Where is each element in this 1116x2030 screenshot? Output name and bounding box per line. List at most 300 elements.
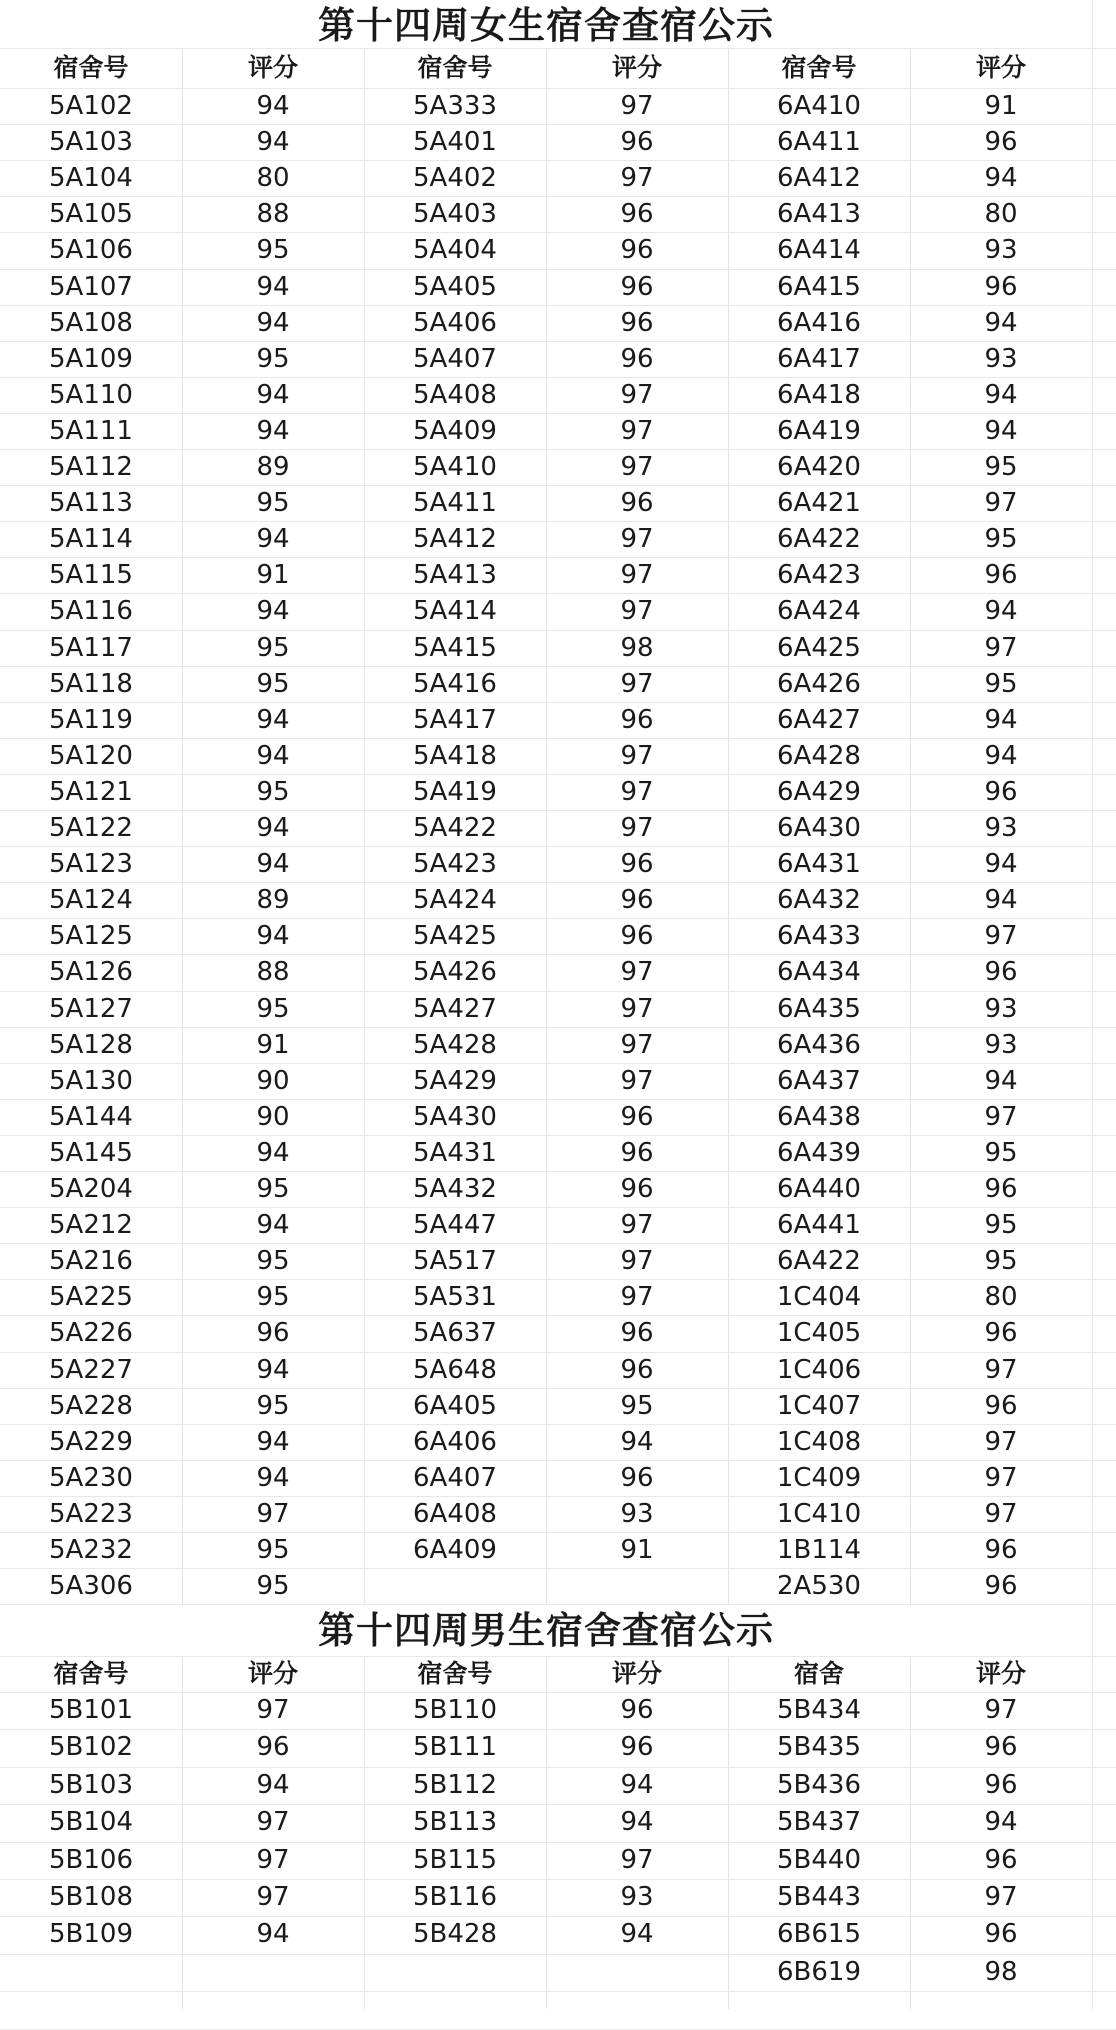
dorm-number-cell[interactable]: 6A417 bbox=[777, 343, 861, 374]
dorm-number-cell[interactable]: 5A216 bbox=[49, 1246, 133, 1277]
score-cell[interactable]: 97 bbox=[984, 1695, 1018, 1725]
score-cell[interactable]: 97 bbox=[620, 524, 654, 555]
score-cell[interactable]: 94 bbox=[620, 1919, 654, 1950]
score-cell[interactable]: 94 bbox=[984, 849, 1018, 880]
score-cell[interactable]: 96 bbox=[256, 1318, 290, 1349]
dorm-number-cell[interactable]: 5A106 bbox=[49, 235, 133, 266]
dorm-number-cell[interactable]: 5A637 bbox=[413, 1318, 497, 1349]
dorm-number-cell[interactable]: 5A226 bbox=[49, 1318, 133, 1349]
score-cell[interactable]: 90 bbox=[256, 1065, 290, 1096]
score-cell[interactable]: 80 bbox=[984, 199, 1018, 230]
dorm-number-cell[interactable]: 6A429 bbox=[777, 776, 861, 807]
score-cell[interactable]: 94 bbox=[256, 524, 290, 555]
score-cell[interactable]: 97 bbox=[620, 1065, 654, 1096]
score-cell[interactable]: 94 bbox=[256, 271, 290, 302]
score-cell[interactable]: 97 bbox=[620, 776, 654, 807]
dorm-number-cell[interactable] bbox=[364, 1568, 546, 1604]
score-cell[interactable]: 95 bbox=[984, 1210, 1018, 1241]
score-cell[interactable]: 94 bbox=[256, 740, 290, 771]
dorm-number-cell[interactable]: 6A409 bbox=[413, 1535, 497, 1565]
score-cell[interactable]: 98 bbox=[620, 632, 654, 663]
score-cell[interactable]: 96 bbox=[620, 1137, 654, 1168]
score-cell[interactable]: 94 bbox=[256, 921, 290, 952]
score-cell[interactable]: 94 bbox=[256, 704, 290, 735]
dorm-number-cell[interactable]: 5B115 bbox=[412, 1844, 497, 1875]
score-cell[interactable]: 95 bbox=[256, 632, 290, 663]
dorm-number-cell[interactable]: 6A419 bbox=[777, 415, 861, 446]
score-cell[interactable]: 97 bbox=[984, 921, 1018, 952]
dorm-number-cell[interactable]: 5A427 bbox=[413, 993, 497, 1024]
score-cell[interactable]: 93 bbox=[620, 1882, 654, 1912]
score-cell[interactable]: 97 bbox=[620, 379, 654, 410]
dorm-number-cell[interactable]: 5A105 bbox=[49, 199, 133, 230]
score-cell[interactable]: 96 bbox=[984, 560, 1018, 591]
score-cell[interactable]: 96 bbox=[620, 307, 654, 338]
score-cell[interactable]: 97 bbox=[620, 957, 654, 988]
score-cell[interactable]: 96 bbox=[984, 1844, 1018, 1875]
dorm-number-cell[interactable]: 5A409 bbox=[413, 415, 497, 446]
dorm-number-cell[interactable]: 6A438 bbox=[777, 1101, 861, 1132]
dorm-number-cell[interactable]: 5A407 bbox=[413, 343, 497, 374]
dorm-number-cell[interactable]: 5A118 bbox=[49, 668, 133, 699]
dorm-number-cell[interactable]: 6A435 bbox=[777, 993, 861, 1024]
dorm-number-cell[interactable]: 5A127 bbox=[49, 993, 133, 1024]
dorm-number-cell[interactable]: 6A433 bbox=[777, 921, 861, 952]
score-cell[interactable]: 91 bbox=[620, 1535, 654, 1565]
score-cell[interactable]: 96 bbox=[620, 271, 654, 302]
score-cell[interactable]: 80 bbox=[984, 1282, 1018, 1313]
dorm-number-cell[interactable]: 5A128 bbox=[49, 1029, 133, 1060]
score-cell[interactable]: 96 bbox=[620, 1174, 654, 1204]
dorm-number-cell[interactable]: 5B436 bbox=[776, 1769, 861, 1800]
score-cell[interactable]: 95 bbox=[256, 993, 290, 1024]
score-cell[interactable] bbox=[182, 1954, 364, 1991]
dorm-number-cell[interactable]: 6A423 bbox=[777, 560, 861, 591]
dorm-number-cell[interactable]: 5A113 bbox=[49, 488, 133, 519]
score-cell[interactable]: 95 bbox=[256, 488, 290, 519]
score-cell[interactable]: 96 bbox=[620, 885, 654, 916]
dorm-number-cell[interactable]: 5B110 bbox=[412, 1695, 497, 1725]
score-cell[interactable]: 89 bbox=[256, 452, 290, 482]
dorm-number-cell[interactable]: 1B114 bbox=[776, 1535, 861, 1565]
dorm-number-cell[interactable]: 5A412 bbox=[413, 524, 497, 555]
dorm-number-cell[interactable]: 6A406 bbox=[413, 1426, 497, 1457]
score-cell[interactable]: 95 bbox=[256, 776, 290, 807]
dorm-number-cell[interactable]: 6A420 bbox=[777, 452, 861, 482]
score-cell[interactable]: 94 bbox=[256, 1919, 290, 1950]
score-cell[interactable]: 96 bbox=[620, 343, 654, 374]
dorm-number-cell[interactable]: 5B109 bbox=[48, 1919, 133, 1950]
dorm-number-cell[interactable]: 5A122 bbox=[49, 813, 133, 843]
dorm-number-cell[interactable]: 5B437 bbox=[776, 1807, 861, 1838]
dorm-number-cell[interactable]: 5B113 bbox=[412, 1807, 497, 1838]
dorm-number-cell[interactable]: 6A431 bbox=[777, 849, 861, 880]
score-cell[interactable]: 97 bbox=[620, 1282, 654, 1313]
dorm-number-cell[interactable]: 6A425 bbox=[777, 632, 861, 663]
score-cell[interactable]: 97 bbox=[620, 668, 654, 699]
dorm-number-cell[interactable]: 5B435 bbox=[776, 1732, 861, 1763]
score-cell[interactable]: 95 bbox=[256, 1282, 290, 1313]
dorm-number-cell[interactable]: 6A436 bbox=[777, 1029, 861, 1060]
score-cell[interactable]: 94 bbox=[620, 1769, 654, 1800]
score-cell[interactable]: 94 bbox=[256, 849, 290, 880]
dorm-number-cell[interactable]: 5A430 bbox=[413, 1101, 497, 1132]
dorm-number-cell[interactable]: 6A424 bbox=[777, 596, 861, 627]
score-cell[interactable]: 94 bbox=[256, 379, 290, 410]
score-cell[interactable]: 96 bbox=[984, 1318, 1018, 1349]
score-cell[interactable]: 95 bbox=[984, 1246, 1018, 1277]
dorm-number-cell[interactable]: 6A411 bbox=[777, 127, 861, 158]
score-cell[interactable]: 93 bbox=[984, 343, 1018, 374]
column-header[interactable]: 评分 bbox=[975, 1659, 1026, 1688]
dorm-number-cell[interactable]: 5B443 bbox=[776, 1882, 861, 1912]
score-cell[interactable]: 98 bbox=[984, 1956, 1018, 1987]
score-cell[interactable]: 96 bbox=[984, 957, 1018, 988]
score-cell[interactable]: 96 bbox=[620, 199, 654, 230]
score-cell[interactable]: 95 bbox=[984, 668, 1018, 699]
score-cell[interactable]: 97 bbox=[620, 1029, 654, 1060]
dorm-number-cell[interactable]: 6A416 bbox=[777, 307, 861, 338]
dorm-number-cell[interactable]: 5B116 bbox=[412, 1882, 497, 1912]
dorm-number-cell[interactable]: 5A126 bbox=[49, 957, 133, 988]
dorm-number-cell[interactable]: 5A228 bbox=[49, 1390, 133, 1421]
dorm-number-cell[interactable]: 5B103 bbox=[48, 1769, 133, 1800]
dorm-number-cell[interactable]: 6B615 bbox=[776, 1919, 861, 1950]
dorm-number-cell[interactable]: 6A421 bbox=[777, 488, 861, 519]
dorm-number-cell[interactable]: 5A225 bbox=[49, 1282, 133, 1313]
dorm-number-cell[interactable]: 5A422 bbox=[413, 813, 497, 843]
score-cell[interactable]: 94 bbox=[984, 163, 1018, 194]
dorm-number-cell[interactable]: 5A212 bbox=[49, 1210, 133, 1241]
dorm-number-cell[interactable]: 5B106 bbox=[48, 1844, 133, 1875]
dorm-number-cell[interactable]: 6A427 bbox=[777, 704, 861, 735]
score-cell[interactable]: 96 bbox=[984, 1919, 1018, 1950]
score-cell[interactable]: 97 bbox=[984, 1101, 1018, 1132]
column-header[interactable]: 评分 bbox=[247, 53, 298, 82]
dorm-number-cell[interactable]: 5B111 bbox=[412, 1732, 497, 1763]
score-cell[interactable]: 97 bbox=[620, 993, 654, 1024]
dorm-number-cell[interactable]: 5A424 bbox=[413, 885, 497, 916]
dorm-number-cell[interactable]: 5A425 bbox=[413, 921, 497, 952]
dorm-number-cell[interactable]: 5A404 bbox=[413, 235, 497, 266]
score-cell[interactable]: 96 bbox=[984, 776, 1018, 807]
score-cell[interactable]: 94 bbox=[984, 379, 1018, 410]
score-cell[interactable]: 94 bbox=[620, 1807, 654, 1838]
score-cell[interactable]: 95 bbox=[256, 1174, 290, 1204]
score-cell[interactable]: 94 bbox=[256, 1426, 290, 1457]
score-cell[interactable]: 91 bbox=[256, 1029, 290, 1060]
score-cell[interactable]: 96 bbox=[620, 849, 654, 880]
score-cell[interactable]: 97 bbox=[984, 1462, 1018, 1493]
score-cell[interactable]: 94 bbox=[256, 415, 290, 446]
score-cell[interactable] bbox=[546, 1568, 728, 1604]
dorm-number-cell[interactable]: 1C409 bbox=[776, 1462, 862, 1493]
dorm-number-cell[interactable]: 5A124 bbox=[49, 885, 133, 916]
score-cell[interactable]: 97 bbox=[984, 632, 1018, 663]
dorm-number-cell[interactable]: 5A531 bbox=[413, 1282, 497, 1313]
dorm-number-cell[interactable]: 5A426 bbox=[413, 957, 497, 988]
column-header[interactable]: 宿舍号 bbox=[417, 53, 493, 82]
dorm-number-cell[interactable]: 5A405 bbox=[413, 271, 497, 302]
score-cell[interactable]: 97 bbox=[256, 1695, 290, 1725]
score-cell[interactable]: 95 bbox=[984, 1137, 1018, 1168]
score-cell[interactable]: 97 bbox=[620, 596, 654, 627]
dorm-number-cell[interactable]: 6A405 bbox=[413, 1390, 497, 1421]
score-cell[interactable]: 96 bbox=[620, 921, 654, 952]
score-cell[interactable]: 93 bbox=[984, 993, 1018, 1024]
dorm-number-cell[interactable]: 5A517 bbox=[413, 1246, 497, 1277]
score-cell[interactable]: 96 bbox=[620, 1354, 654, 1385]
column-header[interactable]: 宿舍号 bbox=[417, 1659, 493, 1688]
score-cell[interactable]: 97 bbox=[620, 740, 654, 771]
dorm-number-cell[interactable]: 5A306 bbox=[49, 1571, 133, 1602]
score-cell[interactable]: 94 bbox=[984, 1065, 1018, 1096]
dorm-number-cell[interactable]: 5A415 bbox=[413, 632, 497, 663]
dorm-number-cell[interactable]: 1C408 bbox=[776, 1426, 862, 1457]
score-cell[interactable]: 94 bbox=[256, 1354, 290, 1385]
column-header[interactable]: 宿舍号 bbox=[53, 53, 129, 82]
dorm-number-cell[interactable]: 5A403 bbox=[413, 199, 497, 230]
score-cell[interactable]: 97 bbox=[620, 163, 654, 194]
score-cell[interactable]: 95 bbox=[256, 235, 290, 266]
dorm-number-cell[interactable]: 6A428 bbox=[777, 740, 861, 771]
column-header[interactable]: 评分 bbox=[247, 1659, 298, 1688]
dorm-number-cell[interactable]: 6A434 bbox=[777, 957, 861, 988]
dorm-number-cell[interactable]: 6A432 bbox=[777, 885, 861, 916]
dorm-number-cell[interactable]: 5A204 bbox=[49, 1174, 133, 1204]
dorm-number-cell[interactable]: 5A417 bbox=[413, 704, 497, 735]
score-cell[interactable]: 96 bbox=[620, 1462, 654, 1493]
score-cell[interactable]: 91 bbox=[984, 91, 1018, 121]
dorm-number-cell[interactable]: 5A145 bbox=[49, 1137, 133, 1168]
score-cell[interactable]: 94 bbox=[256, 1462, 290, 1493]
dorm-number-cell[interactable]: 5A431 bbox=[413, 1137, 497, 1168]
score-cell[interactable]: 97 bbox=[256, 1882, 290, 1912]
column-header[interactable]: 宿舍号 bbox=[53, 1659, 129, 1688]
dorm-number-cell[interactable]: 6A413 bbox=[777, 199, 861, 230]
score-cell[interactable]: 94 bbox=[984, 307, 1018, 338]
dorm-number-cell[interactable]: 5A120 bbox=[49, 740, 133, 771]
score-cell[interactable]: 97 bbox=[984, 1498, 1018, 1529]
score-cell[interactable]: 96 bbox=[984, 1769, 1018, 1800]
dorm-number-cell[interactable]: 5A423 bbox=[413, 849, 497, 880]
score-cell[interactable]: 94 bbox=[256, 1210, 290, 1241]
dorm-number-cell[interactable]: 5A411 bbox=[413, 488, 497, 519]
score-cell[interactable]: 96 bbox=[620, 1318, 654, 1349]
dorm-number-cell[interactable]: 5A429 bbox=[413, 1065, 497, 1096]
score-cell[interactable]: 95 bbox=[984, 452, 1018, 482]
dorm-number-cell[interactable]: 6A415 bbox=[777, 271, 861, 302]
dorm-number-cell[interactable]: 5B434 bbox=[776, 1695, 861, 1725]
dorm-number-cell[interactable]: 5A115 bbox=[49, 560, 133, 591]
dorm-number-cell[interactable]: 6B619 bbox=[776, 1956, 861, 1987]
score-cell[interactable]: 96 bbox=[984, 1390, 1018, 1421]
dorm-number-cell[interactable]: 6A426 bbox=[777, 668, 861, 699]
dorm-number-cell[interactable]: 5A116 bbox=[49, 596, 133, 627]
dorm-number-cell[interactable]: 6A422 bbox=[777, 524, 861, 555]
dorm-number-cell[interactable]: 5A432 bbox=[413, 1174, 497, 1204]
score-cell[interactable]: 91 bbox=[256, 560, 290, 591]
score-cell[interactable]: 96 bbox=[620, 127, 654, 158]
dorm-number-cell[interactable]: 5A111 bbox=[49, 415, 133, 446]
score-cell[interactable]: 94 bbox=[984, 885, 1018, 916]
dorm-number-cell[interactable]: 5A123 bbox=[49, 849, 133, 880]
dorm-number-cell[interactable]: 5A119 bbox=[49, 704, 133, 735]
dorm-number-cell[interactable]: 5A428 bbox=[413, 1029, 497, 1060]
score-cell[interactable]: 96 bbox=[984, 1535, 1018, 1565]
score-cell[interactable]: 94 bbox=[256, 91, 290, 121]
score-cell[interactable]: 97 bbox=[984, 1354, 1018, 1385]
column-header[interactable]: 评分 bbox=[975, 53, 1026, 82]
score-cell[interactable]: 94 bbox=[984, 1807, 1018, 1838]
dorm-number-cell[interactable]: 5A333 bbox=[413, 91, 497, 121]
dorm-number-cell[interactable]: 5A229 bbox=[49, 1426, 133, 1457]
dorm-number-cell[interactable]: 5B101 bbox=[48, 1695, 133, 1725]
score-cell[interactable]: 96 bbox=[984, 1174, 1018, 1204]
dorm-number-cell[interactable]: 5B108 bbox=[48, 1882, 133, 1912]
dorm-number-cell[interactable]: 6A408 bbox=[413, 1498, 497, 1529]
score-cell[interactable]: 95 bbox=[620, 1390, 654, 1421]
score-cell[interactable]: 97 bbox=[620, 813, 654, 843]
score-cell[interactable]: 96 bbox=[984, 1732, 1018, 1763]
dorm-number-cell[interactable]: 6A440 bbox=[777, 1174, 861, 1204]
score-cell[interactable]: 97 bbox=[984, 1426, 1018, 1457]
dorm-number-cell[interactable]: 1C407 bbox=[776, 1390, 862, 1421]
dorm-number-cell[interactable]: 6A418 bbox=[777, 379, 861, 410]
score-cell[interactable]: 94 bbox=[256, 1137, 290, 1168]
score-cell[interactable]: 97 bbox=[984, 1882, 1018, 1912]
dorm-number-cell[interactable]: 5A130 bbox=[49, 1065, 133, 1096]
dorm-number-cell[interactable]: 1C406 bbox=[776, 1354, 862, 1385]
score-cell[interactable] bbox=[546, 1954, 728, 1991]
score-cell[interactable]: 95 bbox=[256, 1535, 290, 1565]
score-cell[interactable]: 97 bbox=[620, 452, 654, 482]
score-cell[interactable]: 93 bbox=[984, 813, 1018, 843]
dorm-number-cell[interactable]: 5B104 bbox=[48, 1807, 133, 1838]
dorm-number-cell[interactable]: 5A416 bbox=[413, 668, 497, 699]
score-cell[interactable]: 94 bbox=[256, 1769, 290, 1800]
dorm-number-cell[interactable]: 5A227 bbox=[49, 1354, 133, 1385]
score-cell[interactable]: 97 bbox=[620, 415, 654, 446]
score-cell[interactable]: 96 bbox=[620, 235, 654, 266]
score-cell[interactable]: 94 bbox=[984, 596, 1018, 627]
score-cell[interactable]: 96 bbox=[984, 271, 1018, 302]
score-cell[interactable]: 95 bbox=[256, 1390, 290, 1421]
dorm-number-cell[interactable]: 6A437 bbox=[777, 1065, 861, 1096]
dorm-number-cell[interactable] bbox=[364, 1954, 546, 1991]
score-cell[interactable]: 95 bbox=[256, 668, 290, 699]
score-cell[interactable]: 96 bbox=[620, 488, 654, 519]
score-cell[interactable]: 94 bbox=[256, 307, 290, 338]
score-cell[interactable]: 96 bbox=[620, 1695, 654, 1725]
dorm-number-cell[interactable]: 1C410 bbox=[776, 1498, 862, 1529]
score-cell[interactable]: 80 bbox=[256, 163, 290, 194]
dorm-number-cell[interactable]: 5A414 bbox=[413, 596, 497, 627]
score-cell[interactable]: 94 bbox=[256, 127, 290, 158]
score-cell[interactable]: 97 bbox=[620, 1844, 654, 1875]
dorm-number-cell[interactable]: 2A530 bbox=[777, 1571, 861, 1602]
dorm-number-cell[interactable]: 5B428 bbox=[412, 1919, 497, 1950]
dorm-number-cell[interactable]: 6A439 bbox=[777, 1137, 861, 1168]
column-header[interactable]: 宿舍 bbox=[793, 1659, 844, 1688]
dorm-number-cell[interactable]: 5A230 bbox=[49, 1462, 133, 1493]
dorm-number-cell[interactable]: 5A223 bbox=[49, 1498, 133, 1529]
score-cell[interactable]: 94 bbox=[256, 596, 290, 627]
score-cell[interactable]: 90 bbox=[256, 1101, 290, 1132]
column-header[interactable]: 评分 bbox=[611, 1659, 662, 1688]
dorm-number-cell[interactable]: 6A412 bbox=[777, 163, 861, 194]
dorm-number-cell[interactable]: 5A418 bbox=[413, 740, 497, 771]
dorm-number-cell[interactable]: 5A121 bbox=[49, 776, 133, 807]
score-cell[interactable]: 95 bbox=[256, 343, 290, 374]
score-cell[interactable]: 95 bbox=[984, 524, 1018, 555]
score-cell[interactable]: 96 bbox=[984, 1571, 1018, 1602]
score-cell[interactable]: 96 bbox=[256, 1732, 290, 1763]
dorm-number-cell[interactable]: 5A108 bbox=[49, 307, 133, 338]
score-cell[interactable]: 97 bbox=[620, 560, 654, 591]
score-cell[interactable]: 96 bbox=[620, 1101, 654, 1132]
column-header[interactable]: 评分 bbox=[611, 53, 662, 82]
dorm-number-cell[interactable]: 5A112 bbox=[49, 452, 133, 482]
score-cell[interactable]: 94 bbox=[984, 704, 1018, 735]
score-cell[interactable]: 97 bbox=[256, 1498, 290, 1529]
score-cell[interactable]: 97 bbox=[620, 1246, 654, 1277]
score-cell[interactable]: 96 bbox=[984, 127, 1018, 158]
dorm-number-cell[interactable]: 5B440 bbox=[776, 1844, 861, 1875]
dorm-number-cell[interactable]: 5A144 bbox=[49, 1101, 133, 1132]
score-cell[interactable]: 93 bbox=[620, 1498, 654, 1529]
score-cell[interactable]: 97 bbox=[256, 1807, 290, 1838]
dorm-number-cell[interactable]: 6A430 bbox=[777, 813, 861, 843]
dorm-number-cell[interactable]: 5A410 bbox=[413, 452, 497, 482]
dorm-number-cell[interactable]: 5A408 bbox=[413, 379, 497, 410]
dorm-number-cell[interactable]: 6A441 bbox=[777, 1210, 861, 1241]
dorm-number-cell[interactable]: 5A117 bbox=[49, 632, 133, 663]
dorm-number-cell[interactable]: 5A107 bbox=[49, 271, 133, 302]
dorm-number-cell[interactable]: 5A413 bbox=[413, 560, 497, 591]
score-cell[interactable]: 94 bbox=[620, 1426, 654, 1457]
dorm-number-cell[interactable]: 5A125 bbox=[49, 921, 133, 952]
score-cell[interactable]: 94 bbox=[984, 740, 1018, 771]
score-cell[interactable]: 94 bbox=[984, 415, 1018, 446]
score-cell[interactable]: 95 bbox=[256, 1246, 290, 1277]
dorm-number-cell[interactable]: 5B112 bbox=[412, 1769, 497, 1800]
score-cell[interactable]: 89 bbox=[256, 885, 290, 916]
score-cell[interactable]: 97 bbox=[256, 1844, 290, 1875]
dorm-number-cell[interactable]: 6A410 bbox=[777, 91, 861, 121]
score-cell[interactable]: 88 bbox=[256, 199, 290, 230]
score-cell[interactable]: 95 bbox=[256, 1571, 290, 1602]
dorm-number-cell[interactable]: 5A110 bbox=[49, 379, 133, 410]
dorm-number-cell[interactable]: 5A104 bbox=[49, 163, 133, 194]
dorm-number-cell[interactable]: 6A422 bbox=[777, 1246, 861, 1277]
score-cell[interactable]: 97 bbox=[984, 488, 1018, 519]
dorm-number-cell[interactable]: 1C404 bbox=[776, 1282, 862, 1313]
dorm-number-cell[interactable]: 5A401 bbox=[413, 127, 497, 158]
dorm-number-cell[interactable]: 5A648 bbox=[413, 1354, 497, 1385]
dorm-number-cell[interactable]: 5A109 bbox=[49, 343, 133, 374]
score-cell[interactable]: 93 bbox=[984, 1029, 1018, 1060]
dorm-number-cell[interactable]: 5A406 bbox=[413, 307, 497, 338]
dorm-number-cell[interactable]: 5A447 bbox=[413, 1210, 497, 1241]
dorm-number-cell[interactable]: 5A103 bbox=[49, 127, 133, 158]
score-cell[interactable]: 93 bbox=[984, 235, 1018, 266]
score-cell[interactable]: 88 bbox=[256, 957, 290, 988]
score-cell[interactable]: 94 bbox=[256, 813, 290, 843]
score-cell[interactable]: 96 bbox=[620, 704, 654, 735]
score-cell[interactable]: 97 bbox=[620, 1210, 654, 1241]
dorm-number-cell[interactable]: 5A402 bbox=[413, 163, 497, 194]
